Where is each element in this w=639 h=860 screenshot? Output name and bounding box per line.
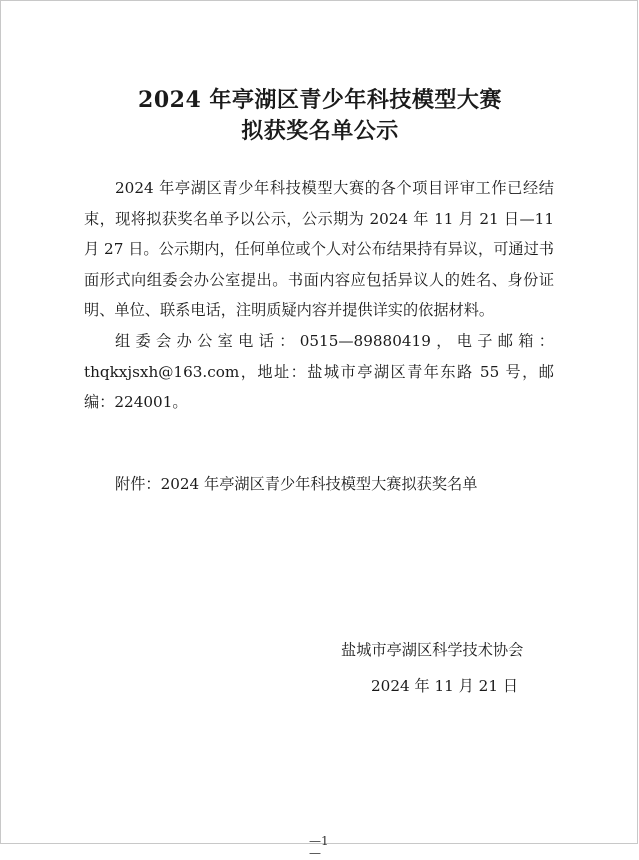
page-number: —1— bbox=[309, 834, 329, 860]
issuing-organization: 盐城市亭湖区科学技术协会 bbox=[341, 641, 524, 659]
announcement-paragraph: 2024 年亭湖区青少年科技模型大赛的各个项目评审工作已经结束，现将拟获奖名单予以公示，公示期为 2024 年 11 月 21 日—11 月 27 日。公示期内，任何单位或个人对公布结果持有异议，可通过书面形式向组委会办公室提出。书面内容应包括异议人的姓名、身份证明、单位、联系电话，注明质疑内容并提供详实的依据材料。 bbox=[84, 179, 554, 320]
document-title-line-1: 2024 年亭湖区青少年科技模型大赛 bbox=[138, 87, 502, 113]
document-title-line-2: 拟获奖名单公示 bbox=[241, 118, 399, 144]
document-body bbox=[84, 173, 554, 418]
issue-date: 2024 年 11 月 21 日 bbox=[371, 677, 519, 695]
attachment-note: 附件：2024 年亭湖区青少年科技模型大赛拟获奖名单 bbox=[115, 475, 478, 493]
contact-paragraph: 组委会办公室电话：0515—89880419，电子邮箱：thqkxjsxh@163.com，地址：盐城市亭湖区青年东路 55 号，邮编：224001。 bbox=[84, 331, 554, 412]
